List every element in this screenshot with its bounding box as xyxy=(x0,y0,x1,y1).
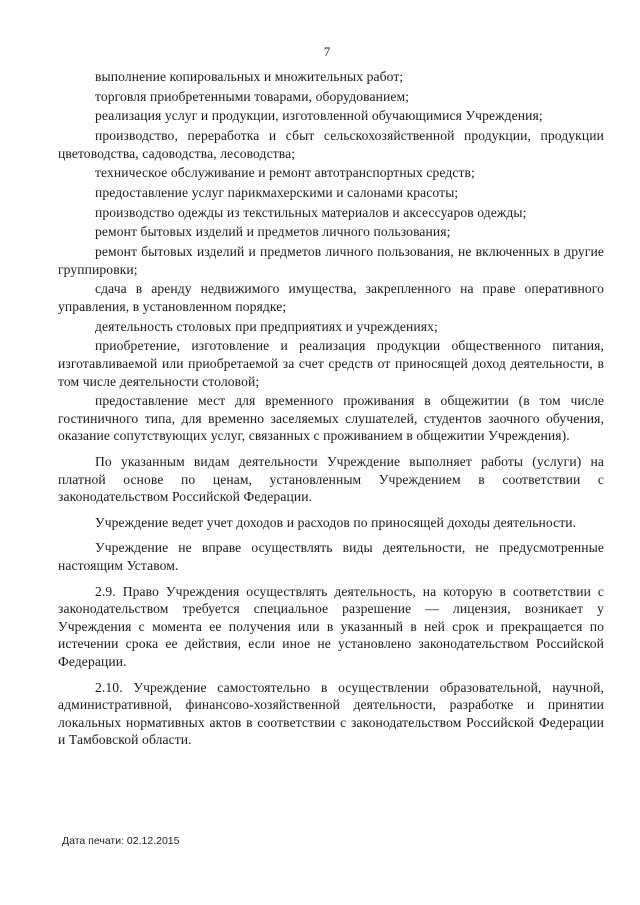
list-item: приобретение, изготовление и реализация продукции общественного питания, изготавливаемой или приобретаемой за счет средств от приносящей доход деятельности, в том числе деятельности столовой; xyxy=(58,338,604,389)
list-item: деятельность столовых при предприятиях и учреждениях; xyxy=(95,318,438,334)
paragraph: По указанным видам деятельности Учреждение выполняет работы (услуги) на платной основе по ценам, установленным Учреждением в соответствии с законодательством Российской Федерации. xyxy=(58,454,604,505)
paragraph-section-2-9: 2.9. Право Учреждения осуществлять деятельность, на которую в соответствии с законодательством требуется специальное разрешение — лицензия, возникает у Учреждения с момента ее получения или в указанный в ней срок и прекращается по истечении срока ее действия, если иное не установлено законодательством Российской Федерации. xyxy=(58,583,604,669)
print-date-footer: Дата печати: 02.12.2015 xyxy=(62,835,180,847)
list-item: техническое обслуживание и ремонт автотранспортных средств; xyxy=(95,165,475,181)
list-item: ремонт бытовых изделий и предметов личного пользования, не включенных в другие группировки; xyxy=(58,244,604,277)
list-item: производство одежды из текстильных материалов и аксессуаров одежды; xyxy=(95,204,527,220)
list-item: сдача в аренду недвижимого имущества, закрепленного на праве оперативного управления, в установленном порядке; xyxy=(58,281,604,314)
list-item: ремонт бытовых изделий и предметов личного пользования; xyxy=(95,224,451,240)
list-item: предоставление услуг парикмахерскими и салонами красоты; xyxy=(95,185,459,201)
paragraph-section-2-10: 2.10. Учреждение самостоятельно в осуществлении образовательной, научной, административной, финансово-хозяйственной деятельности, разработке и принятии локальных нормативных актов в соответствии с законодательством Российской Федерации и Тамбовской области. xyxy=(58,679,604,748)
paragraph: Учреждение ведет учет доходов и расходов по приносящей доходы деятельности. xyxy=(95,514,577,530)
paragraph: Учреждение не вправе осуществлять виды деятельности, не предусмотренные настоящим Уставом. xyxy=(58,540,604,573)
list-item: выполнение копировальных и множительных работ; xyxy=(95,69,404,84)
list-item: предоставление мест для временного проживания в общежитии (в том числе гостиничного типа, для временно заселяемых слушателей, студентов заочного обучения, оказание сопутствующих услуг, связанных с проживанием в общежитии Учреждения). xyxy=(58,393,604,444)
list-item: производство, переработка и сбыт сельскохозяйственной продукции, продукции цветоводства, садоводства, лесоводства; xyxy=(58,128,604,161)
list-item: торговля приобретенными товарами, оборудованием; xyxy=(95,88,410,104)
list-item: реализация услуг и продукции, изготовленной обучающимися Учреждения; xyxy=(95,108,543,124)
document-body xyxy=(58,68,604,749)
page-number: 7 xyxy=(323,44,331,59)
